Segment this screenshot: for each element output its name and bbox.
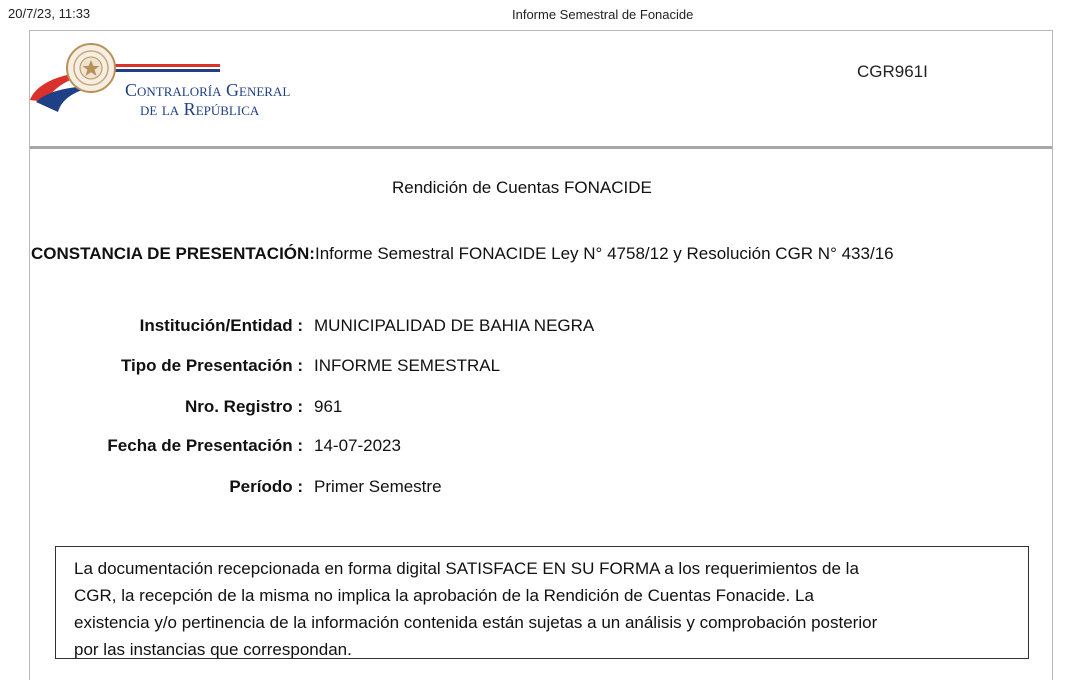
field-periodo — [0, 477, 303, 501]
field-label: Período : — [229, 477, 303, 496]
field-value-institucion: MUNICIPALIDAD DE BAHIA NEGRA — [314, 316, 595, 335]
field-value-tipo: INFORME SEMESTRAL — [314, 356, 501, 375]
field-label: Fecha de Presentación : — [107, 436, 303, 455]
logo-line-2: de la República — [140, 99, 260, 119]
notice-line-4: por las instancias que correspondan. — [74, 640, 352, 659]
constancia-label: CONSTANCIA DE PRESENTACIÓN: — [31, 244, 315, 263]
print-header — [0, 0, 1071, 28]
field-value-fecha: 14-07-2023 — [314, 436, 401, 455]
notice-line-1: La documentación recepcionada en forma digital SATISFACE EN SU FORMA a los requerimientos de la — [74, 559, 859, 578]
print-datetime: 20/7/23, 11:33 — [8, 6, 91, 21]
constancia-line — [31, 244, 894, 264]
field-tipo — [0, 356, 303, 380]
field-label: Nro. Registro : — [184, 397, 303, 416]
field-value-periodo: Primer Semestre — [314, 477, 442, 496]
notice-line-3: existencia y/o pertinencia de la información contenida están sujetas a un análisis y comprobación posterior — [74, 613, 878, 632]
notice-box — [55, 546, 1029, 659]
field-institucion — [0, 316, 303, 340]
notice-line-2: CGR, la recepción de la misma no implica la aprobación de la Rendición de Cuentas Fonacide. La — [74, 586, 814, 605]
page-subtitle: Rendición de Cuentas FONACIDE — [392, 178, 652, 197]
field-value-registro: 961 — [314, 397, 343, 416]
print-title: Informe Semestral de Fonacide — [512, 7, 694, 22]
field-fecha — [0, 436, 303, 460]
document-code: CGR961I — [857, 62, 928, 81]
header-divider — [30, 146, 1052, 149]
field-label: Institución/Entidad : — [139, 316, 303, 335]
field-label: Tipo de Presentación : — [120, 356, 303, 375]
constancia-text: Informe Semestral FONACIDE Ley N° 4758/12 y Resolución CGR N° 433/16 — [314, 244, 894, 263]
logo-line-1: Contraloría General — [125, 80, 291, 100]
logo-text — [125, 81, 365, 119]
field-registro — [0, 397, 303, 421]
